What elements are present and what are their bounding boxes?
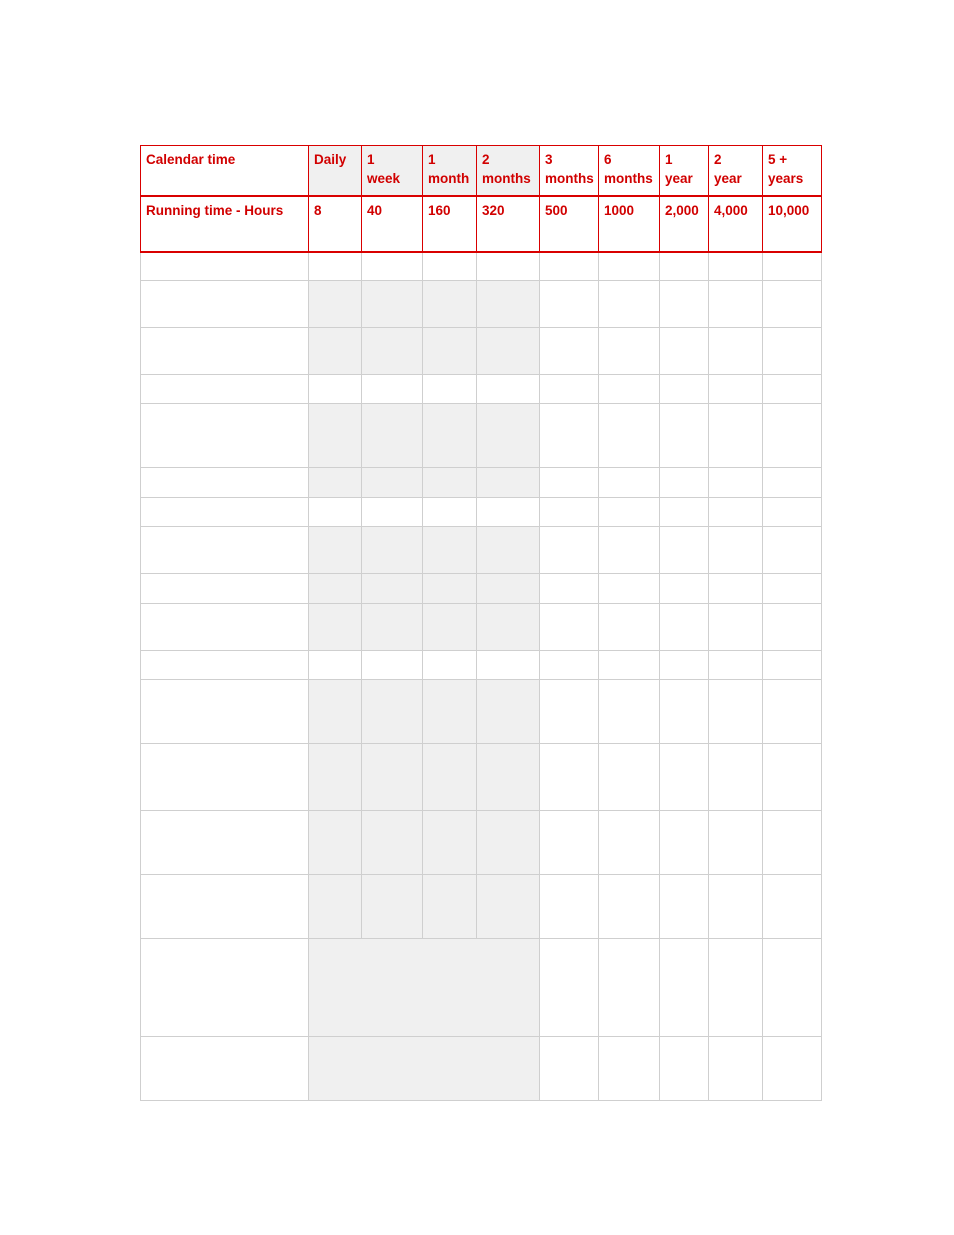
table-cell	[763, 939, 822, 1037]
item-cell	[141, 281, 309, 328]
shaded-cell	[477, 680, 540, 744]
table-cell	[477, 498, 540, 527]
header-row-running	[141, 196, 822, 252]
table-row	[141, 404, 822, 468]
table-cell	[477, 252, 540, 281]
table-cell	[763, 404, 822, 468]
table-cell	[660, 468, 709, 498]
table-cell	[763, 468, 822, 498]
shaded-cell	[477, 811, 540, 875]
shaded-cell	[309, 281, 362, 328]
table-cell	[540, 252, 599, 281]
shaded-cell	[423, 468, 477, 498]
shaded-cell	[423, 328, 477, 375]
item-cell	[141, 498, 309, 527]
table-cell	[362, 498, 423, 527]
table-cell	[309, 498, 362, 527]
shaded-cell	[309, 604, 362, 651]
table-cell	[660, 281, 709, 328]
item-cell	[141, 811, 309, 875]
shaded-cell	[477, 604, 540, 651]
table-cell	[540, 281, 599, 328]
hours-6-months: 1000	[599, 196, 660, 252]
table-row	[141, 680, 822, 744]
table-cell	[763, 604, 822, 651]
table-cell	[309, 651, 362, 680]
shaded-cell	[477, 527, 540, 574]
item-cell	[141, 651, 309, 680]
table-cell	[540, 498, 599, 527]
table-cell	[540, 680, 599, 744]
table-cell	[709, 651, 763, 680]
table-cell	[709, 328, 763, 375]
table-cell	[709, 252, 763, 281]
period-header-daily: Daily	[309, 146, 362, 196]
shaded-cell	[477, 574, 540, 604]
table-cell	[540, 604, 599, 651]
table-cell	[540, 527, 599, 574]
table-cell	[763, 744, 822, 811]
table-cell	[599, 744, 660, 811]
table-row	[141, 252, 822, 281]
shaded-cell	[423, 680, 477, 744]
shaded-cell	[362, 527, 423, 574]
table-row	[141, 651, 822, 680]
table-cell	[660, 498, 709, 527]
shaded-cell	[423, 744, 477, 811]
shaded-cell	[309, 527, 362, 574]
table-row	[141, 468, 822, 498]
table-cell	[763, 281, 822, 328]
hours-3-months: 500	[540, 196, 599, 252]
table-cell	[660, 744, 709, 811]
table-cell	[660, 404, 709, 468]
shaded-cell	[362, 875, 423, 939]
item-cell	[141, 574, 309, 604]
item-cell	[141, 527, 309, 574]
hours-1-month: 160	[423, 196, 477, 252]
shaded-cell	[309, 468, 362, 498]
table-cell	[599, 811, 660, 875]
table-cell	[709, 1037, 763, 1101]
shaded-cell	[477, 875, 540, 939]
table-cell	[599, 939, 660, 1037]
table-row	[141, 527, 822, 574]
item-cell	[141, 744, 309, 811]
period-header-1-month: 1 month	[423, 146, 477, 196]
hours-1-week: 40	[362, 196, 423, 252]
shaded-cell	[362, 328, 423, 375]
table-cell	[709, 744, 763, 811]
table-cell	[709, 527, 763, 574]
table-cell	[540, 375, 599, 404]
maintenance-schedule-table	[140, 145, 822, 1101]
shaded-cell	[423, 281, 477, 328]
table-cell	[362, 252, 423, 281]
shaded-cell	[477, 468, 540, 498]
shaded-cell	[477, 744, 540, 811]
shaded-cell	[477, 281, 540, 328]
period-header-3-months: 3 months	[540, 146, 599, 196]
table-cell	[540, 939, 599, 1037]
table-cell	[763, 252, 822, 281]
table-row	[141, 498, 822, 527]
table-cell	[540, 744, 599, 811]
hours-2-months: 320	[477, 196, 540, 252]
table-cell	[763, 651, 822, 680]
period-header-1-week: 1 week	[362, 146, 423, 196]
shaded-cell	[362, 574, 423, 604]
item-cell	[141, 1037, 309, 1101]
table-row	[141, 604, 822, 651]
shaded-cell	[362, 404, 423, 468]
table-cell	[599, 498, 660, 527]
shaded-cell	[423, 574, 477, 604]
table-cell	[599, 574, 660, 604]
table-cell	[423, 375, 477, 404]
shaded-cell	[309, 680, 362, 744]
shaded-cell	[309, 328, 362, 375]
table-cell	[709, 875, 763, 939]
table-cell	[709, 498, 763, 527]
table-cell	[599, 680, 660, 744]
table-cell	[423, 651, 477, 680]
table-cell	[423, 498, 477, 527]
table-cell	[362, 651, 423, 680]
shaded-cell	[423, 811, 477, 875]
table-row	[141, 811, 822, 875]
table-cell	[540, 811, 599, 875]
table-cell	[599, 281, 660, 328]
shaded-cell	[309, 744, 362, 811]
table-cell	[540, 875, 599, 939]
item-cell	[141, 468, 309, 498]
table-cell	[309, 252, 362, 281]
table-cell	[423, 252, 477, 281]
table-cell	[709, 939, 763, 1037]
table-cell	[763, 375, 822, 404]
table-cell	[660, 680, 709, 744]
table-cell	[709, 680, 763, 744]
table-cell	[599, 328, 660, 375]
table-cell	[709, 604, 763, 651]
table-cell	[660, 375, 709, 404]
table-cell	[709, 281, 763, 328]
table-cell	[540, 468, 599, 498]
table-cell	[709, 468, 763, 498]
period-header-1-year: 1 year	[660, 146, 709, 196]
table-cell	[763, 527, 822, 574]
table-cell	[599, 604, 660, 651]
table-cell	[660, 574, 709, 604]
table-cell	[763, 328, 822, 375]
item-cell	[141, 680, 309, 744]
table-cell	[660, 939, 709, 1037]
table-cell	[599, 875, 660, 939]
period-header-2-year: 2 year	[709, 146, 763, 196]
table-row	[141, 875, 822, 939]
shaded-cell	[362, 604, 423, 651]
table-cell	[763, 1037, 822, 1101]
shaded-cell	[309, 811, 362, 875]
item-cell	[141, 875, 309, 939]
table-cell	[309, 375, 362, 404]
shaded-cell	[362, 468, 423, 498]
shaded-cell	[477, 328, 540, 375]
item-cell	[141, 939, 309, 1037]
table-row	[141, 939, 822, 1037]
table-cell	[599, 375, 660, 404]
table-cell	[660, 651, 709, 680]
table-cell	[599, 651, 660, 680]
item-cell	[141, 252, 309, 281]
shaded-cell	[309, 875, 362, 939]
shaded-cell	[423, 875, 477, 939]
shaded-cell	[423, 404, 477, 468]
running-time-header: Running time - Hours	[141, 196, 309, 252]
table-cell	[660, 527, 709, 574]
hours-daily: 8	[309, 196, 362, 252]
table-cell	[660, 875, 709, 939]
shaded-cell	[423, 604, 477, 651]
table-cell	[763, 498, 822, 527]
table-cell	[709, 811, 763, 875]
table-cell	[763, 875, 822, 939]
item-cell	[141, 375, 309, 404]
shaded-cell	[309, 404, 362, 468]
shaded-cell	[362, 744, 423, 811]
table-row	[141, 328, 822, 375]
table-cell	[660, 328, 709, 375]
item-cell	[141, 604, 309, 651]
table-cell	[660, 252, 709, 281]
table-row	[141, 281, 822, 328]
shaded-cell	[423, 527, 477, 574]
shaded-cell	[477, 404, 540, 468]
table-cell	[362, 375, 423, 404]
table-cell	[660, 1037, 709, 1101]
table-cell	[540, 651, 599, 680]
table-row	[141, 574, 822, 604]
item-cell	[141, 328, 309, 375]
shaded-cell	[362, 811, 423, 875]
table-cell	[599, 1037, 660, 1101]
period-header-6-months: 6 months	[599, 146, 660, 196]
shaded-cell	[309, 574, 362, 604]
table-row	[141, 375, 822, 404]
table-cell	[599, 527, 660, 574]
table-row	[141, 1037, 822, 1101]
header-row-calendar	[141, 146, 822, 196]
table-cell	[599, 252, 660, 281]
table-cell	[599, 404, 660, 468]
merged-shaded-cell	[309, 1037, 540, 1101]
table-cell	[709, 375, 763, 404]
table-cell	[540, 574, 599, 604]
table-cell	[477, 375, 540, 404]
hours-2-year: 4,000	[709, 196, 763, 252]
table-cell	[709, 574, 763, 604]
calendar-time-header: Calendar time	[141, 146, 309, 196]
table-cell	[540, 1037, 599, 1101]
period-header-2-months: 2 months	[477, 146, 540, 196]
shaded-cell	[362, 281, 423, 328]
shaded-cell	[362, 680, 423, 744]
item-cell	[141, 404, 309, 468]
table-cell	[540, 328, 599, 375]
table-cell	[477, 651, 540, 680]
table-cell	[709, 404, 763, 468]
table-cell	[763, 680, 822, 744]
table-cell	[763, 811, 822, 875]
table-cell	[660, 604, 709, 651]
period-header-5-plus-years: 5 + years	[763, 146, 822, 196]
table-cell	[540, 404, 599, 468]
hours-5-plus-years: 10,000	[763, 196, 822, 252]
table-cell	[763, 574, 822, 604]
table-row	[141, 744, 822, 811]
table-cell	[599, 468, 660, 498]
hours-1-year: 2,000	[660, 196, 709, 252]
table-cell	[660, 811, 709, 875]
merged-shaded-cell	[309, 939, 540, 1037]
